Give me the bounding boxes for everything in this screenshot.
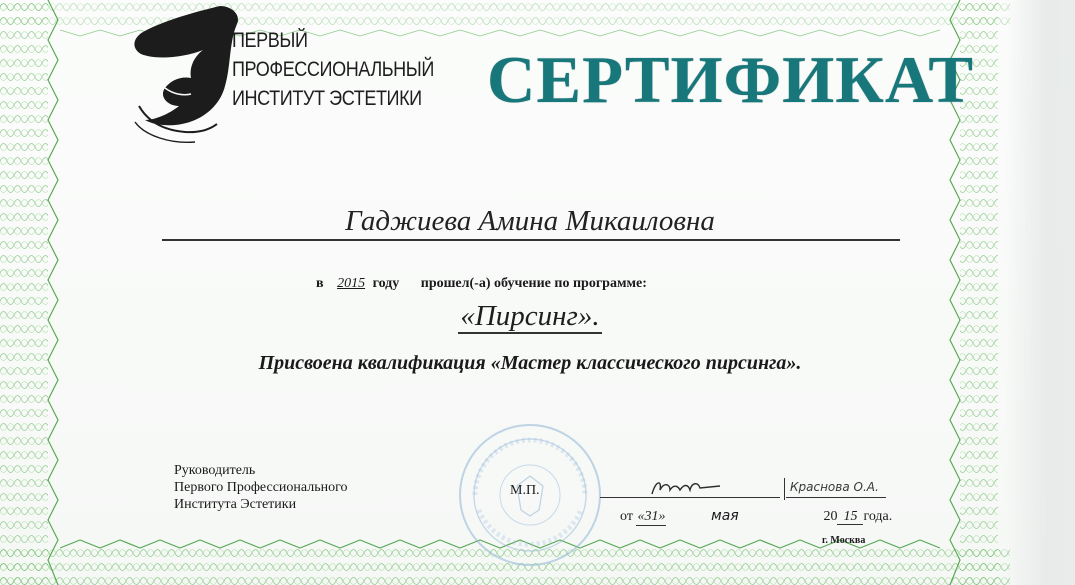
signature-decoding: Краснова О.А. [790, 480, 879, 494]
year-suffix: году [372, 276, 400, 291]
signatory-line: Первого Профессионального [174, 480, 348, 495]
institute-name [232, 26, 434, 113]
date-month: мая [711, 508, 739, 524]
signature-line [600, 497, 780, 498]
signatory-line: Руководитель [174, 463, 256, 478]
date-suffix: года. [863, 509, 893, 524]
institute-name-line: ПЕРВЫЙ [232, 29, 308, 52]
decoding-line [786, 497, 886, 498]
qualification-text: Присвоена квалификация «Мастер классического пирсинга». [258, 352, 802, 374]
institute-name-line: ИНСТИТУТ ЭСТЕТИКИ [232, 87, 422, 110]
training-text: прошел(-а) обучение по программе: [420, 276, 647, 291]
date-year: 15 [837, 509, 863, 525]
date-year-prefix: 20 [823, 509, 838, 524]
date-day: «31» [637, 509, 666, 524]
certificate-title: СЕРТИФИКАТ [487, 43, 975, 117]
handwritten-signature [648, 476, 723, 498]
issue-date [620, 508, 892, 526]
signatory-title [174, 462, 347, 513]
date-prefix: от [620, 509, 633, 524]
program-name [160, 300, 900, 333]
signature-divider [784, 478, 785, 500]
institute-name-line: ПРОФЕССИОНАЛЬНЫЙ [232, 58, 434, 81]
page-edge-shadow [1005, 0, 1075, 585]
name-underline [162, 239, 900, 241]
program-name-text: «Пирсинг». [460, 300, 600, 332]
training-year: 2015 [337, 276, 366, 291]
year-prefix: в [316, 276, 324, 291]
issue-city: г. Москва [822, 535, 866, 546]
training-year-line [316, 276, 647, 292]
signatory-line: Института Эстетики [174, 497, 297, 512]
recipient-name: Гаджиева Амина Микаиловна [345, 205, 715, 237]
stamp-place-label: М.П. [510, 483, 540, 498]
